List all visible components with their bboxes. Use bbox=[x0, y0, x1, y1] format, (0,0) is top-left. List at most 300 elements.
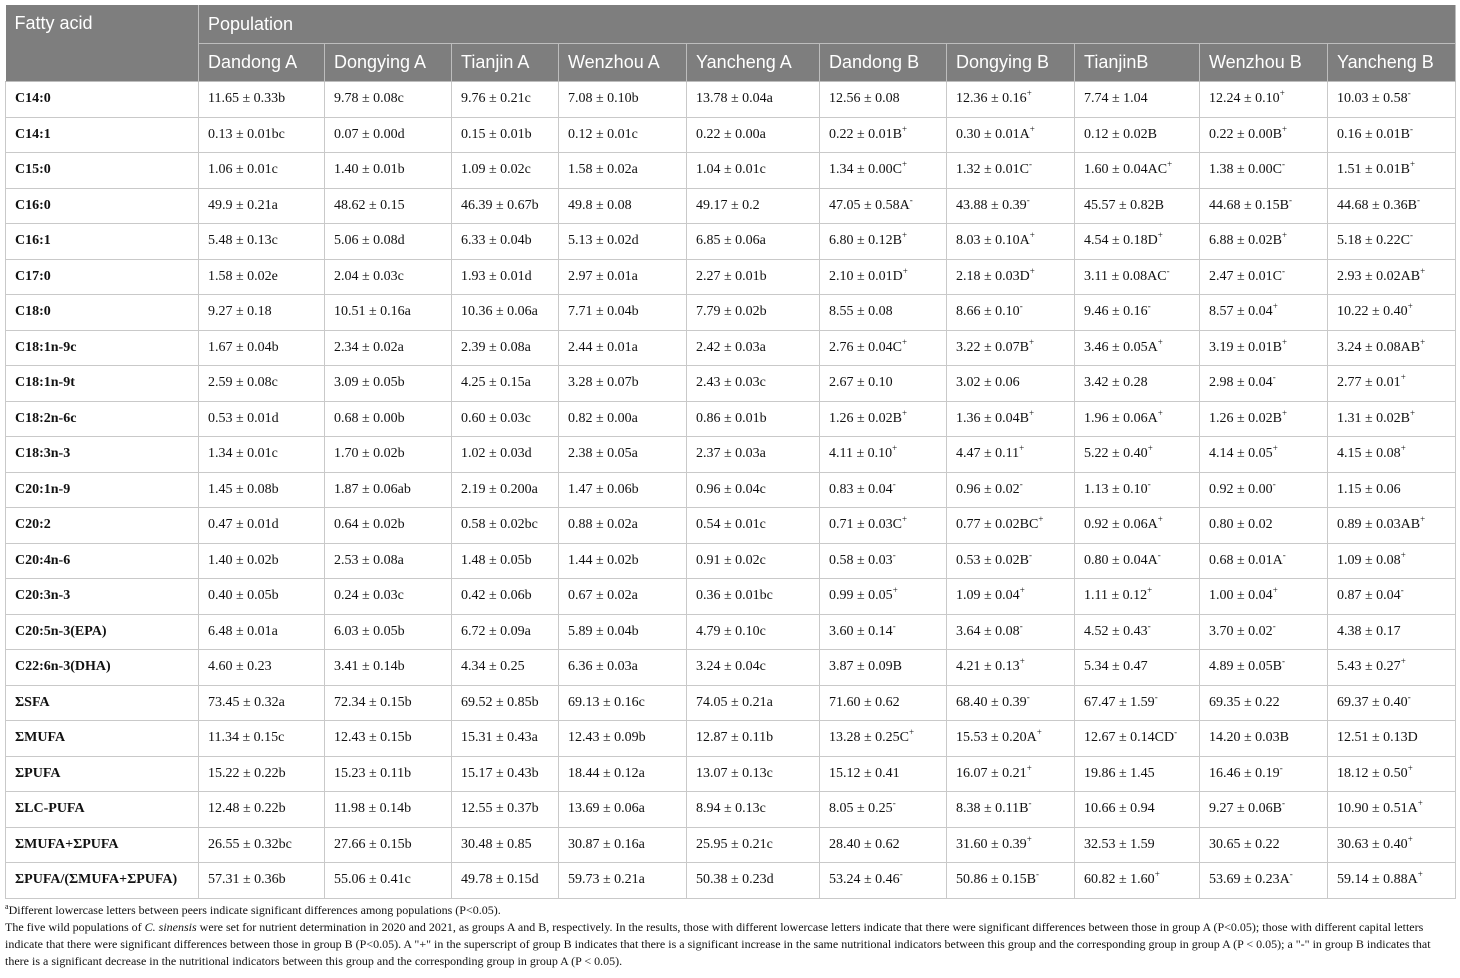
footnote-b-rest: were set for nutrient determination in 2020 and 2021, as groups A and B, respectively. In the results, those with different lowercase letters indicate that there were significant differences between those in group A (P<0.05); those with different capital letters indicate that there were significant differences between those in group B (P<0.05). A "+" in the superscript of group B indicates that there is a significant increase in the same nutritional indicators between this group and the corresponding group in group A (P < 0.05); a "-" in group B indicates that there is a significant decrease in the nutritional indicators between this group and the corresponding group in group A (P < 0.05). bbox=[5, 919, 1431, 968]
significance-marker: - bbox=[1282, 798, 1286, 809]
cell-value: 49.17 ± 0.2 bbox=[696, 197, 760, 213]
cell-value: 2.43 ± 0.03c bbox=[696, 375, 766, 391]
cell-value: 45.57 ± 0.82B bbox=[1084, 197, 1165, 213]
significance-marker: - bbox=[1026, 194, 1030, 205]
significance-marker: + bbox=[1029, 123, 1035, 134]
table-row bbox=[6, 224, 1456, 260]
table-cell bbox=[199, 82, 325, 118]
cell-value: 0.53 ± 0.01d bbox=[208, 410, 279, 426]
cell-value: 0.83 ± 0.04 bbox=[829, 481, 893, 497]
cell-value: 59.73 ± 0.21a bbox=[568, 872, 645, 888]
cell-value: 1.34 ± 0.01c bbox=[208, 446, 278, 462]
table-cell bbox=[1328, 188, 1456, 224]
significance-marker: - bbox=[1282, 656, 1286, 667]
table-cell bbox=[1075, 82, 1200, 118]
cell-value: 5.48 ± 0.13c bbox=[208, 233, 278, 249]
cell-value: 1.58 ± 0.02e bbox=[208, 268, 278, 284]
cell-value: 69.13 ± 0.16c bbox=[568, 694, 645, 710]
cell-value: 1.36 ± 0.04B bbox=[956, 410, 1030, 426]
table-cell bbox=[1328, 756, 1456, 792]
significance-marker: + bbox=[902, 123, 908, 134]
significance-marker: + bbox=[1272, 443, 1278, 454]
significance-marker: + bbox=[1157, 336, 1163, 347]
significance-marker: + bbox=[1019, 585, 1025, 596]
cell-value: 0.91 ± 0.02c bbox=[696, 552, 766, 568]
fatty-acid-name: C14:0 bbox=[6, 82, 199, 118]
cell-value: 49.78 ± 0.15d bbox=[461, 872, 539, 888]
table-row bbox=[6, 82, 1456, 118]
cell-value: 10.36 ± 0.06a bbox=[461, 304, 538, 320]
table-cell bbox=[687, 366, 820, 402]
table-cell bbox=[559, 650, 687, 686]
table-cell bbox=[452, 721, 559, 757]
fatty-acid-name: C18:1n-9t bbox=[6, 366, 199, 402]
cell-value: 44.68 ± 0.36B bbox=[1337, 197, 1418, 213]
table-cell bbox=[559, 188, 687, 224]
column-header: Yancheng B bbox=[1328, 44, 1456, 82]
cell-value: 30.63 ± 0.40 bbox=[1337, 836, 1408, 852]
cell-value: 8.38 ± 0.11B bbox=[956, 801, 1029, 817]
cell-value: 3.24 ± 0.04c bbox=[696, 659, 766, 675]
significance-marker: - bbox=[1147, 478, 1151, 489]
table-cell bbox=[1075, 259, 1200, 295]
fatty-acid-name: C16:0 bbox=[6, 188, 199, 224]
table-cell bbox=[1075, 863, 1200, 899]
significance-marker: - bbox=[892, 478, 896, 489]
table-cell bbox=[1075, 472, 1200, 508]
cell-value: 49.8 ± 0.08 bbox=[568, 197, 632, 213]
table-cell bbox=[559, 153, 687, 189]
cell-value: 4.60 ± 0.23 bbox=[208, 659, 272, 675]
table-cell bbox=[687, 259, 820, 295]
table-cell bbox=[199, 401, 325, 437]
cell-value: 0.96 ± 0.04c bbox=[696, 481, 766, 497]
table-cell bbox=[559, 756, 687, 792]
fatty-acid-name: C18:0 bbox=[6, 295, 199, 331]
cell-value: 6.03 ± 0.05b bbox=[334, 623, 405, 639]
cell-value: 0.86 ± 0.01b bbox=[696, 410, 767, 426]
cell-value: 12.43 ± 0.09b bbox=[568, 730, 646, 746]
table-cell bbox=[559, 224, 687, 260]
table-cell bbox=[452, 827, 559, 863]
significance-marker: + bbox=[902, 407, 908, 418]
cell-value: 3.02 ± 0.06 bbox=[956, 375, 1020, 391]
cell-value: 0.80 ± 0.04A bbox=[1084, 552, 1158, 568]
cell-value: 0.89 ± 0.03AB bbox=[1337, 517, 1421, 533]
cell-value: 9.27 ± 0.18 bbox=[208, 304, 272, 320]
table-cell bbox=[1075, 614, 1200, 650]
cell-value: 6.33 ± 0.04b bbox=[461, 233, 532, 249]
cell-value: 18.44 ± 0.12a bbox=[568, 765, 645, 781]
table-row bbox=[6, 366, 1456, 402]
fatty-acid-name: C18:2n-6c bbox=[6, 401, 199, 437]
cell-value: 12.56 ± 0.08 bbox=[829, 91, 900, 107]
cell-value: 0.58 ± 0.02bc bbox=[461, 517, 538, 533]
table-cell bbox=[199, 224, 325, 260]
cell-value: 5.43 ± 0.27 bbox=[1337, 659, 1401, 675]
significance-marker: + bbox=[1272, 585, 1278, 596]
table-cell bbox=[947, 330, 1075, 366]
cell-value: 15.22 ± 0.22b bbox=[208, 765, 286, 781]
cell-value: 31.60 ± 0.39 bbox=[956, 836, 1027, 852]
table-cell bbox=[559, 827, 687, 863]
cell-value: 1.60 ± 0.04AC bbox=[1084, 162, 1168, 178]
cell-value: 16.46 ± 0.19 bbox=[1209, 765, 1280, 781]
cell-value: 3.46 ± 0.05A bbox=[1084, 339, 1158, 355]
cell-value: 44.68 ± 0.15B bbox=[1209, 197, 1290, 213]
table-cell bbox=[687, 792, 820, 828]
cell-value: 47.05 ± 0.58A bbox=[829, 197, 910, 213]
cell-value: 12.51 ± 0.13D bbox=[1337, 730, 1418, 746]
table-cell bbox=[559, 614, 687, 650]
significance-marker: + bbox=[1154, 869, 1160, 880]
table-cell bbox=[687, 863, 820, 899]
cell-value: 15.17 ± 0.43b bbox=[461, 765, 539, 781]
cell-value: 4.54 ± 0.18D bbox=[1084, 233, 1158, 249]
cell-value: 4.52 ± 0.43 bbox=[1084, 623, 1148, 639]
table-cell bbox=[452, 295, 559, 331]
table-cell bbox=[1328, 259, 1456, 295]
table-cell bbox=[687, 295, 820, 331]
table-cell bbox=[947, 792, 1075, 828]
cell-value: 3.28 ± 0.07b bbox=[568, 375, 639, 391]
table-cell bbox=[199, 259, 325, 295]
table-cell bbox=[947, 721, 1075, 757]
significance-marker: - bbox=[1272, 478, 1276, 489]
footnote-a-marker: a bbox=[5, 901, 9, 911]
table-cell bbox=[325, 756, 452, 792]
table-cell bbox=[1328, 153, 1456, 189]
table-cell bbox=[1075, 153, 1200, 189]
table-cell bbox=[1200, 650, 1328, 686]
cell-value: 7.79 ± 0.02b bbox=[696, 304, 767, 320]
table-cell bbox=[325, 366, 452, 402]
cell-value: 49.9 ± 0.21a bbox=[208, 197, 278, 213]
table-cell bbox=[687, 153, 820, 189]
significance-marker: - bbox=[1157, 549, 1161, 560]
significance-marker: + bbox=[1417, 798, 1423, 809]
cell-value: 1.51 ± 0.01B bbox=[1337, 162, 1411, 178]
cell-value: 12.43 ± 0.15b bbox=[334, 730, 412, 746]
cell-value: 5.18 ± 0.22C bbox=[1337, 233, 1411, 249]
significance-marker: - bbox=[1272, 372, 1276, 383]
table-row bbox=[6, 472, 1456, 508]
table-cell bbox=[687, 685, 820, 721]
fatty-acid-name: ΣPUFA/(ΣMUFA+ΣPUFA) bbox=[6, 863, 199, 899]
table-cell bbox=[947, 401, 1075, 437]
cell-value: 30.65 ± 0.22 bbox=[1209, 836, 1280, 852]
cell-value: 28.40 ± 0.62 bbox=[829, 836, 900, 852]
table-cell bbox=[325, 117, 452, 153]
header-population: Population bbox=[199, 5, 1456, 44]
table-cell bbox=[820, 863, 947, 899]
significance-marker: + bbox=[1036, 727, 1042, 738]
significance-marker: + bbox=[902, 514, 908, 525]
cell-value: 6.88 ± 0.02B bbox=[1209, 233, 1283, 249]
fatty-acid-name: ΣMUFA+ΣPUFA bbox=[6, 827, 199, 863]
table-cell bbox=[1075, 330, 1200, 366]
cell-value: 0.68 ± 0.00b bbox=[334, 410, 405, 426]
significance-marker: + bbox=[1282, 336, 1288, 347]
table-cell bbox=[1328, 295, 1456, 331]
cell-value: 6.80 ± 0.12B bbox=[829, 233, 903, 249]
table-cell bbox=[947, 508, 1075, 544]
table-cell bbox=[1200, 792, 1328, 828]
cell-value: 0.36 ± 0.01bc bbox=[696, 588, 773, 604]
cell-value: 15.23 ± 0.11b bbox=[334, 765, 412, 781]
table-row bbox=[6, 330, 1456, 366]
table-cell bbox=[1328, 366, 1456, 402]
fatty-acid-name: C20:4n-6 bbox=[6, 543, 199, 579]
column-header: Dandong A bbox=[199, 44, 325, 82]
significance-marker: + bbox=[1282, 123, 1288, 134]
significance-marker: + bbox=[1400, 372, 1406, 383]
table-cell bbox=[199, 614, 325, 650]
cell-value: 12.48 ± 0.22b bbox=[208, 801, 286, 817]
cell-value: 2.77 ± 0.01 bbox=[1337, 375, 1401, 391]
table-cell bbox=[1075, 224, 1200, 260]
significance-marker: - bbox=[1029, 159, 1033, 170]
table-cell bbox=[325, 827, 452, 863]
table-row bbox=[6, 650, 1456, 686]
cell-value: 1.48 ± 0.05b bbox=[461, 552, 532, 568]
table-cell bbox=[687, 188, 820, 224]
cell-value: 6.48 ± 0.01a bbox=[208, 623, 278, 639]
cell-value: 1.40 ± 0.02b bbox=[208, 552, 279, 568]
table-cell bbox=[947, 650, 1075, 686]
cell-value: 1.44 ± 0.02b bbox=[568, 552, 639, 568]
cell-value: 69.35 ± 0.22 bbox=[1209, 694, 1280, 710]
fatty-acid-name: ΣMUFA bbox=[6, 721, 199, 757]
cell-value: 2.47 ± 0.01C bbox=[1209, 268, 1283, 284]
table-cell bbox=[1200, 330, 1328, 366]
significance-marker: + bbox=[892, 585, 898, 596]
table-cell bbox=[1075, 366, 1200, 402]
table-cell bbox=[1200, 472, 1328, 508]
table-cell bbox=[452, 508, 559, 544]
table-cell bbox=[559, 792, 687, 828]
cell-value: 12.67 ± 0.14CD bbox=[1084, 730, 1175, 746]
significance-marker: - bbox=[1174, 727, 1178, 738]
table-cell bbox=[820, 685, 947, 721]
table-cell bbox=[687, 721, 820, 757]
table-cell bbox=[325, 579, 452, 615]
cell-value: 73.45 ± 0.32a bbox=[208, 694, 285, 710]
table-row bbox=[6, 579, 1456, 615]
table-cell bbox=[1200, 295, 1328, 331]
table-cell bbox=[947, 543, 1075, 579]
significance-marker: - bbox=[892, 620, 896, 631]
cell-value: 4.89 ± 0.05B bbox=[1209, 659, 1283, 675]
table-cell bbox=[947, 366, 1075, 402]
cell-value: 7.08 ± 0.10b bbox=[568, 91, 639, 107]
cell-value: 2.18 ± 0.03D bbox=[956, 268, 1030, 284]
significance-marker: + bbox=[1272, 301, 1278, 312]
significance-marker: - bbox=[1282, 159, 1286, 170]
cell-value: 3.11 ± 0.08AC bbox=[1084, 268, 1167, 284]
table-cell bbox=[199, 472, 325, 508]
significance-marker: - bbox=[909, 194, 913, 205]
table-cell bbox=[820, 827, 947, 863]
table-cell bbox=[687, 827, 820, 863]
cell-value: 9.27 ± 0.06B bbox=[1209, 801, 1283, 817]
cell-value: 1.47 ± 0.06b bbox=[568, 481, 639, 497]
table-cell bbox=[1200, 224, 1328, 260]
table-cell bbox=[1200, 437, 1328, 473]
table-row bbox=[6, 756, 1456, 792]
significance-marker: - bbox=[899, 869, 903, 880]
cell-value: 0.13 ± 0.01bc bbox=[208, 126, 285, 142]
table-cell bbox=[820, 579, 947, 615]
table-cell bbox=[199, 579, 325, 615]
significance-marker: + bbox=[1400, 443, 1406, 454]
table-cell bbox=[559, 863, 687, 899]
significance-marker: + bbox=[1019, 443, 1025, 454]
cell-value: 13.28 ± 0.25C bbox=[829, 730, 910, 746]
cell-value: 27.66 ± 0.15b bbox=[334, 836, 412, 852]
table-cell bbox=[947, 863, 1075, 899]
significance-marker: - bbox=[1289, 869, 1293, 880]
cell-value: 10.51 ± 0.16a bbox=[334, 304, 411, 320]
table-cell bbox=[1075, 792, 1200, 828]
table-cell bbox=[947, 472, 1075, 508]
table-cell bbox=[1200, 401, 1328, 437]
significance-marker: - bbox=[892, 549, 896, 560]
cell-value: 8.57 ± 0.04 bbox=[1209, 304, 1273, 320]
cell-value: 8.55 ± 0.08 bbox=[829, 304, 893, 320]
table-cell bbox=[947, 685, 1075, 721]
footnote-a-text: Different lowercase letters between peers indicate significant differences among populations (P<0.05). bbox=[8, 902, 501, 917]
significance-marker: - bbox=[1407, 88, 1411, 99]
table-cell bbox=[1200, 259, 1328, 295]
table-row bbox=[6, 508, 1456, 544]
table-cell bbox=[1328, 863, 1456, 899]
table-cell bbox=[1328, 437, 1456, 473]
table-row bbox=[6, 827, 1456, 863]
table-cell bbox=[325, 614, 452, 650]
fatty-acid-name: C20:5n-3(EPA) bbox=[6, 614, 199, 650]
cell-value: 16.07 ± 0.21 bbox=[956, 765, 1027, 781]
cell-value: 26.55 ± 0.32bc bbox=[208, 836, 292, 852]
significance-marker: + bbox=[1420, 336, 1426, 347]
significance-marker: - bbox=[1166, 265, 1170, 276]
table-cell bbox=[687, 224, 820, 260]
cell-value: 0.22 ± 0.00B bbox=[1209, 126, 1283, 142]
cell-value: 1.40 ± 0.01b bbox=[334, 162, 405, 178]
table-cell bbox=[452, 579, 559, 615]
cell-value: 53.69 ± 0.23A bbox=[1209, 872, 1290, 888]
cell-value: 4.79 ± 0.10c bbox=[696, 623, 766, 639]
cell-value: 0.87 ± 0.04 bbox=[1337, 588, 1401, 604]
table-cell bbox=[1075, 543, 1200, 579]
fatty-acid-name: C17:0 bbox=[6, 259, 199, 295]
cell-value: 11.98 ± 0.14b bbox=[334, 801, 412, 817]
cell-value: 0.64 ± 0.02b bbox=[334, 517, 405, 533]
cell-value: 4.11 ± 0.10 bbox=[829, 446, 893, 462]
significance-marker: - bbox=[892, 798, 896, 809]
table-cell bbox=[199, 295, 325, 331]
cell-value: 13.07 ± 0.13c bbox=[696, 765, 773, 781]
table-cell bbox=[559, 685, 687, 721]
table-cell bbox=[820, 117, 947, 153]
cell-value: 0.88 ± 0.02a bbox=[568, 517, 638, 533]
significance-marker: + bbox=[1167, 159, 1173, 170]
table-cell bbox=[199, 756, 325, 792]
table-cell bbox=[687, 579, 820, 615]
cell-value: 7.74 ± 1.04 bbox=[1084, 91, 1148, 107]
cell-value: 32.53 ± 1.59 bbox=[1084, 836, 1155, 852]
cell-value: 0.77 ± 0.02BC bbox=[956, 517, 1039, 533]
significance-marker: + bbox=[902, 336, 908, 347]
cell-value: 1.67 ± 0.04b bbox=[208, 339, 279, 355]
table-cell bbox=[947, 82, 1075, 118]
table-cell bbox=[820, 153, 947, 189]
cell-value: 3.70 ± 0.02 bbox=[1209, 623, 1273, 639]
significance-marker: + bbox=[1157, 230, 1163, 241]
table-cell bbox=[559, 330, 687, 366]
cell-value: 1.31 ± 0.02B bbox=[1337, 410, 1411, 426]
table-cell bbox=[1328, 401, 1456, 437]
table-cell bbox=[820, 543, 947, 579]
fatty-acid-name: C18:3n-3 bbox=[6, 437, 199, 473]
cell-value: 2.39 ± 0.08a bbox=[461, 339, 531, 355]
cell-value: 25.95 ± 0.21c bbox=[696, 836, 773, 852]
table-cell bbox=[947, 224, 1075, 260]
table-cell bbox=[1328, 721, 1456, 757]
cell-value: 0.58 ± 0.03 bbox=[829, 552, 893, 568]
table-cell bbox=[559, 543, 687, 579]
table-cell bbox=[199, 508, 325, 544]
cell-value: 3.22 ± 0.07B bbox=[956, 339, 1030, 355]
table-row bbox=[6, 721, 1456, 757]
table-cell bbox=[199, 153, 325, 189]
table-cell bbox=[199, 721, 325, 757]
table-cell bbox=[199, 330, 325, 366]
cell-value: 2.97 ± 0.01a bbox=[568, 268, 638, 284]
table-row bbox=[6, 437, 1456, 473]
significance-marker: + bbox=[1407, 833, 1413, 844]
table-cell bbox=[452, 756, 559, 792]
table-cell bbox=[1200, 863, 1328, 899]
table-cell bbox=[325, 437, 452, 473]
cell-value: 2.10 ± 0.01D bbox=[829, 268, 903, 284]
table-cell bbox=[687, 614, 820, 650]
cell-value: 0.92 ± 0.06A bbox=[1084, 517, 1158, 533]
significance-marker: + bbox=[1407, 301, 1413, 312]
table-cell bbox=[452, 863, 559, 899]
significance-marker: - bbox=[1417, 194, 1421, 205]
cell-value: 48.62 ± 0.15 bbox=[334, 197, 405, 213]
cell-value: 8.66 ± 0.10 bbox=[956, 304, 1020, 320]
cell-value: 2.59 ± 0.08c bbox=[208, 375, 278, 391]
cell-value: 0.22 ± 0.00a bbox=[696, 126, 766, 142]
footnote-a bbox=[5, 902, 1455, 919]
table-cell bbox=[325, 472, 452, 508]
cell-value: 8.94 ± 0.13c bbox=[696, 801, 766, 817]
table-cell bbox=[947, 827, 1075, 863]
cell-value: 2.27 ± 0.01b bbox=[696, 268, 767, 284]
table-cell bbox=[687, 472, 820, 508]
significance-marker: + bbox=[1417, 869, 1423, 880]
table-cell bbox=[559, 579, 687, 615]
table-cell bbox=[1328, 685, 1456, 721]
significance-marker: + bbox=[1279, 88, 1285, 99]
significance-marker: - bbox=[1282, 265, 1286, 276]
table-cell bbox=[559, 508, 687, 544]
cell-value: 68.40 ± 0.39 bbox=[956, 694, 1027, 710]
fatty-acid-name: C20:3n-3 bbox=[6, 579, 199, 615]
table-cell bbox=[1200, 827, 1328, 863]
